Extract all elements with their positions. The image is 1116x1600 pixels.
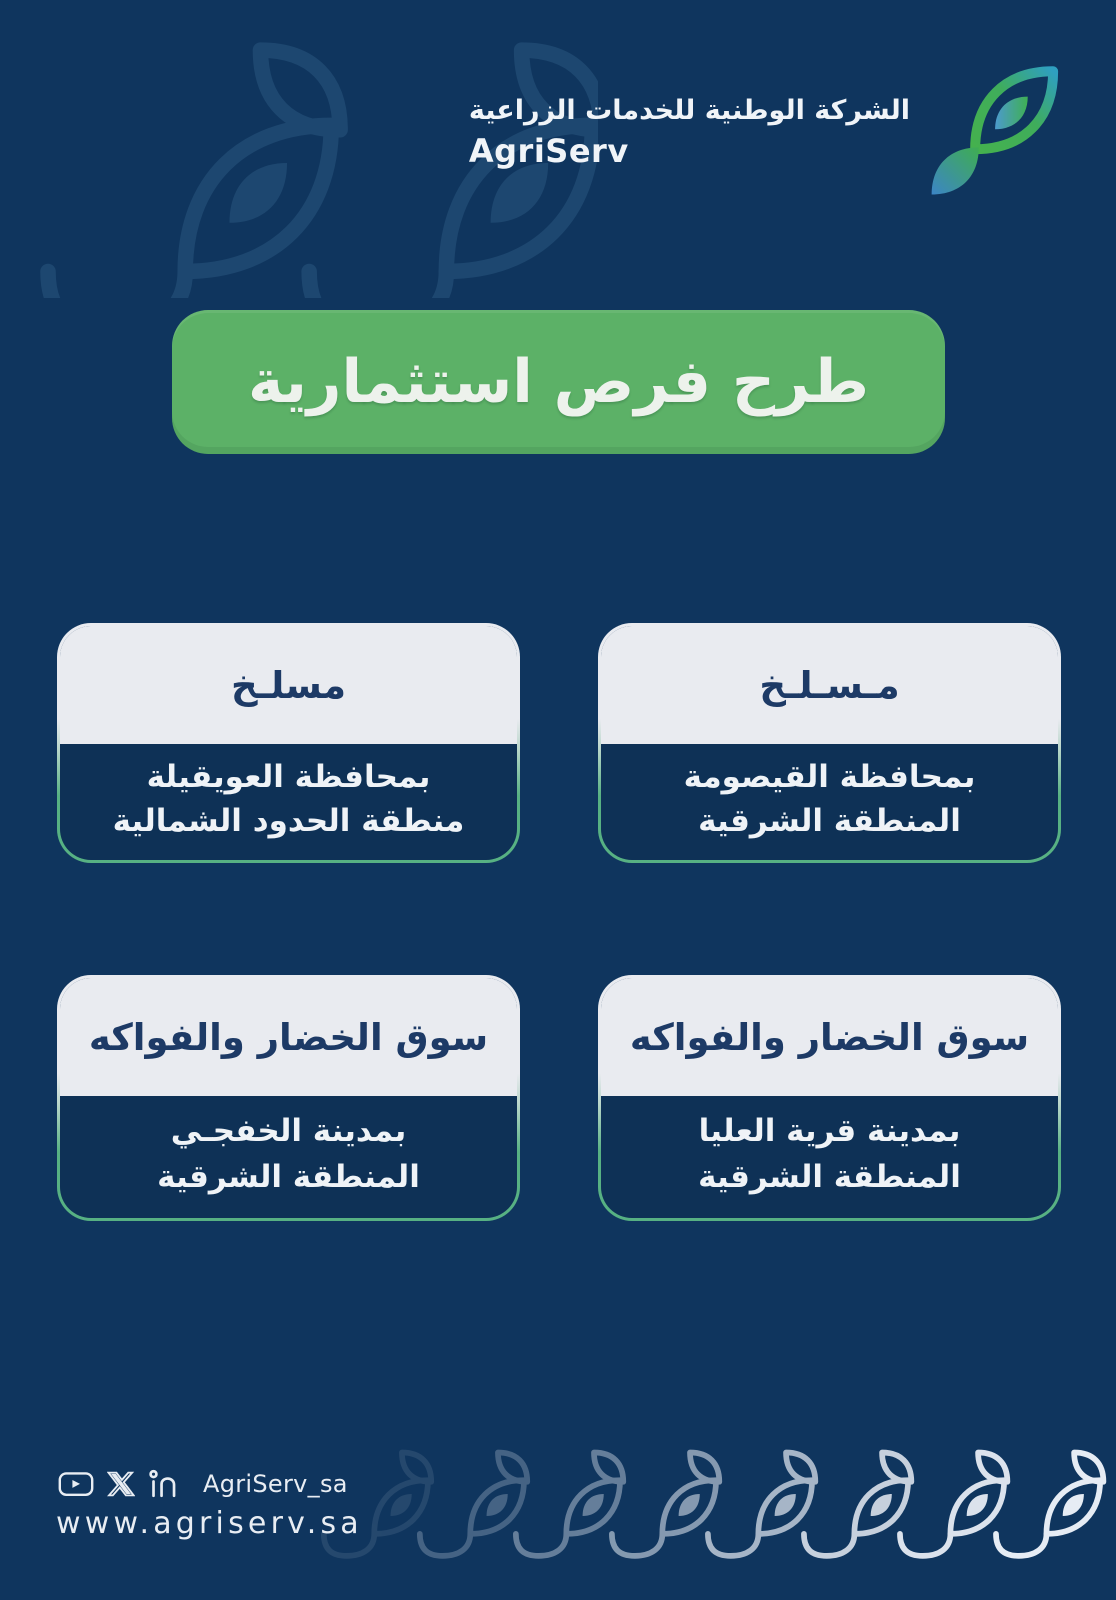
card-body	[601, 1096, 1058, 1218]
card-header	[60, 978, 517, 1096]
x-icon[interactable]	[107, 1470, 135, 1498]
social-handle[interactable]: AgriServ_sa	[203, 1469, 348, 1498]
card-market-qaryat-al-ulya	[598, 975, 1061, 1221]
card-region-line: منطقة الحدود الشمالية	[112, 803, 465, 840]
card-title: سوق الخضار والفواكه	[629, 1015, 1030, 1059]
company-name-english: AgriServ	[468, 131, 629, 170]
card-header	[601, 626, 1058, 744]
company-name-arabic: الشركة الوطنية للخدمات الزراعية	[468, 94, 910, 126]
youtube-icon[interactable]	[58, 1470, 94, 1498]
card-header	[60, 626, 517, 744]
card-body	[60, 1096, 517, 1218]
card-region-line: المنطقة الشرقية	[157, 1159, 420, 1196]
card-region-line: المنطقة الشرقية	[698, 1159, 961, 1196]
agriserv-leaf-logo-icon	[928, 58, 1064, 206]
card-title: مسلـخ	[231, 663, 346, 707]
card-inner	[601, 626, 1058, 860]
brand-text	[469, 95, 910, 170]
card-title: سوق الخضار والفواكه	[88, 1015, 489, 1059]
card-slaughterhouse-uwayqilah	[57, 623, 520, 863]
leaf-pattern-border	[320, 1446, 1116, 1564]
social-row	[58, 1469, 348, 1498]
card-market-khafji	[57, 975, 520, 1221]
card-inner	[60, 626, 517, 860]
card-title: مـسـلـخ	[759, 663, 900, 707]
card-inner	[601, 978, 1058, 1218]
card-slaughterhouse-qaysumah	[598, 623, 1061, 863]
card-body	[601, 744, 1058, 860]
linkedin-instagram-icon[interactable]	[148, 1469, 180, 1498]
brand-block	[469, 58, 1064, 206]
card-location-line: بمحافظة القيصومة	[683, 758, 976, 795]
card-region-line: المنطقة الشرقية	[698, 803, 961, 840]
website-url[interactable]: www.agriserv.sa	[56, 1506, 363, 1541]
title-banner	[172, 310, 945, 454]
card-location-line: بمحافظة العويقيلة	[146, 758, 431, 795]
card-header	[601, 978, 1058, 1096]
card-location-line: بمدينة الخفجـي	[170, 1112, 407, 1149]
card-inner	[60, 978, 517, 1218]
watermark-leaf-unit	[48, 50, 340, 298]
card-body	[60, 744, 517, 860]
card-location-line: بمدينة قرية العليا	[698, 1112, 961, 1149]
poster-title: طرح فرص استثمارية	[248, 347, 869, 417]
